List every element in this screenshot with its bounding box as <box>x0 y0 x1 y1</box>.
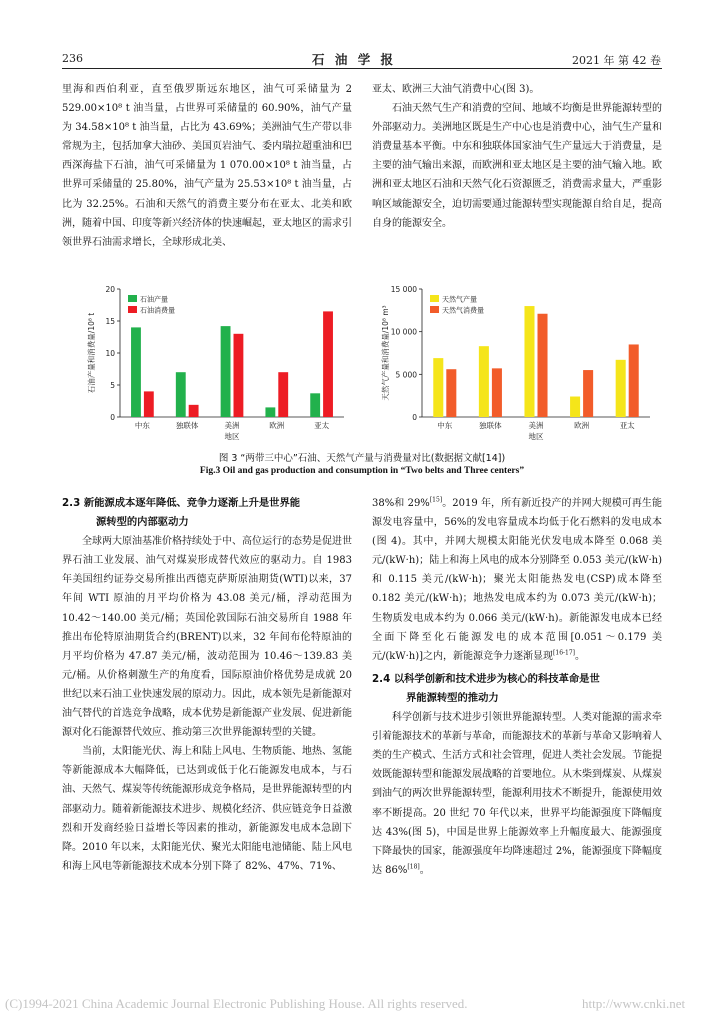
x-axis-label: 地区 <box>528 432 544 441</box>
bar <box>144 391 154 417</box>
bar <box>323 311 333 417</box>
gas-chart <box>380 285 650 441</box>
page-number: 236 <box>62 52 83 65</box>
legend-swatch <box>430 295 439 302</box>
bar <box>492 368 502 417</box>
section-2-3-title-line2: 源转型的内部驱动力 <box>96 516 189 529</box>
citation: [15] <box>429 496 443 504</box>
paragraph: 全球两大原油基准价格持续处于中、高位运行的态势是促进世界石油工业发展、油气对煤炭形成替代效应的驱动力。自 1983 年美国纽约证券交易所推出西德克萨斯原油期货(WTI)以来，37 年间 WTI 原油的月平均价格为 43.08 美元/桶，浮动范围为 10.42～140.00 美元/桶；英国伦敦国际石油交易所自 1988 年推出布伦特原油期货合约(BRENT)以来，32 年间布伦特原油的月平均价格为 47.87 美元/桶，波动范围为 10.46～139.83 美元/桶。从价格刺激生产的角度看，国际原油价格优势是成就 20 世纪以来石油工业快速发展的原动力。因此，成本领先是新能源对油气替代的首选竞争战略，成本优势是新能源产业发展、促进新能源对化石能源替代效应、推动第三次世界能源转型的关键。 <box>62 536 352 739</box>
legend-swatch <box>430 306 439 313</box>
bar <box>570 397 580 417</box>
bar <box>234 334 244 417</box>
bar <box>433 358 443 417</box>
text-run: 。 <box>575 650 586 662</box>
bar <box>524 306 534 417</box>
issue-info: 2021 年 第 42 卷 <box>572 54 661 67</box>
bar <box>616 360 626 417</box>
bar <box>189 405 199 417</box>
figure-3 <box>62 285 662 445</box>
header-rule <box>62 68 662 69</box>
y-tick-label: 20 <box>105 285 115 294</box>
paragraph <box>372 494 662 666</box>
section-2-4-heading <box>372 670 662 708</box>
bar <box>583 370 593 417</box>
paragraph: 石油天然气生产和消费的空间、地域不均衡是世界能源转型的外部驱动力。美洲地区既是生产中心也是消费中心，油气生产量和消费量基本平衡。中东和独联体国家油气生产量远大于消费量，是主要的油气输出来源，而欧洲和亚太地区是主要的油气输入地。欧洲和亚太地区石油和天然气化石资源匮乏，消费需求量大，严重影响区域能源安全，迫切需要通过能源转型实现能源自给自足，提高自身的能源安全。 <box>372 103 662 229</box>
bar <box>479 346 489 417</box>
bar <box>310 393 320 417</box>
section-2-3-heading <box>62 494 352 532</box>
x-tick-label: 亚太 <box>619 421 635 430</box>
bar <box>265 407 275 417</box>
bar <box>446 369 456 417</box>
figure-caption-en: Fig.3 Oil and gas production and consumption in “Two belts and Three centers” <box>199 466 525 476</box>
x-axis-label: 地区 <box>224 432 240 441</box>
y-tick-label: 5 <box>110 381 115 390</box>
y-tick-label: 15 <box>105 317 115 326</box>
text-run: 38%和 29% <box>372 498 430 509</box>
y-axis-label: 石油产量和消费量/10⁸ t <box>87 312 96 394</box>
legend-label: 石油消费量 <box>140 306 175 315</box>
y-axis-label: 天然气产量和消费量/10⁸ m³ <box>381 305 390 401</box>
x-tick-label: 独联体 <box>175 421 199 430</box>
citation: [18] <box>407 863 420 871</box>
paragraph: 里海和西伯利亚，直至俄罗斯远东地区，油气可采储量为 2 529.00×10⁸ t 油当量，占世界可采储量的 60.90%，油气产量为 34.58×10⁸ t 油当量，占比为 43.69%；美洲油气生产带以非常规为主，包括加拿大油砂、美国页岩油气、委内瑞拉超重油和巴西深海盐下石油，油气可采储量为 1 070.00×10⁸ t 油当量，占世界可采储量的 25.80%，油气产量为 25.53×10⁸ t 油当量，占比为 32.25%。石油和天然气的消费主要分布在亚太、北美和欧洲，随着中国、印度等新兴经济体的快速崛起，亚太地区的需求引领世界石油需求增长，全球形成北美、 <box>62 84 352 248</box>
legend-label: 天然气产量 <box>442 295 477 304</box>
journal-title: 石 油 学 报 <box>312 52 397 67</box>
x-tick-label: 亚太 <box>314 421 330 430</box>
footer-url[interactable]: http://www.cnki.net <box>582 996 686 1011</box>
right-column-bottom <box>372 494 662 880</box>
text-run: 。2019 年，所有新近投产的并网大规模可再生能源发电容量中，56%的发电容量成本均低于化石燃料的发电成本(图 4)。其中，并网大规模太阳能光伏发电成本降至 0.068 美元/(kW·h)；陆上和海上风电的成本分别降至 0.053 美元/(kW·h)和 0.115 美元/(kW·h)；聚光太阳能热发电(CSP)成本降至 0.182 美元/(kW·h)；地热发电成本约为 0.073 美元/(kW·h)；生物质发电成本约为 0.066 美元/(kW·h)。新能源发电成本已经全面下降至化石能源发电的成本范围[0.051～0.179 美元/(kW·h)]之内，新能源竞争力逐渐显现 <box>372 498 662 662</box>
left-column-top <box>62 80 352 252</box>
oil-chart <box>86 285 344 441</box>
text-run: 。 <box>419 864 430 876</box>
legend-swatch <box>128 295 137 302</box>
y-tick-label: 0 <box>412 413 417 422</box>
legend-label: 天然气消费量 <box>442 306 484 315</box>
legend-label: 石油产量 <box>140 295 168 304</box>
bar <box>131 327 141 417</box>
bar <box>221 326 231 417</box>
legend-swatch <box>128 306 137 313</box>
section-2-3-title-line1: 2.3 新能源成本逐年降低、竞争力逐渐上升是世界能 <box>62 497 301 509</box>
x-tick-label: 欧洲 <box>269 421 285 430</box>
section-2-4-title-line1: 2.4 以科学创新和技术进步为核心的科技革命是世 <box>372 672 600 685</box>
figure-caption-zh: 图 3 “两带三中心”石油、天然气产量与消费量对比(数据据文献[14]) <box>218 453 506 464</box>
left-column-bottom <box>62 494 352 876</box>
paragraph: 当前，太阳能光伏、海上和陆上风电、生物质能、地热、氢能等新能源成本大幅降低，已达到或低于化石能源发电成本，与石油、天然气、煤炭等传统能源形成竞争格局，是世界能源转型的内部驱动力。随着新能源技术进步、规模化经济、供应链竞争日益激烈和开发商经验日益增长等因素的推动，新能源发电成本急剧下降。2010 年以来，太阳能光伏、聚光太阳能电池储能、陆上风电和海上风电等新能源技术成本分别下降了 82%、47%、71%、 <box>62 746 352 872</box>
bar <box>278 372 288 417</box>
y-tick-label: 15 000 <box>390 285 417 294</box>
copyright-notice: (C)1994-2021 China Academic Journal Electronic Publishing House. All rights reserved. <box>5 996 468 1011</box>
citation: [16-17] <box>553 649 576 657</box>
x-tick-label: 美洲 <box>224 421 240 430</box>
x-tick-label: 中东 <box>134 421 150 430</box>
bar <box>538 314 548 417</box>
section-2-4-title-line2: 界能源转型的推动力 <box>406 691 499 704</box>
y-tick-label: 10 000 <box>390 327 417 337</box>
x-tick-label: 美洲 <box>528 421 544 430</box>
text-run: 科学创新与技术进步引领世界能源转型。人类对能源的需求牵引着能源技术的革新与革命，而能源技术的革新与革命又影响着人类的生产模式、生活方式和社会管理，促进人类社会发展。节能提效既能源转型和能源发展战略的首要地位。从木柴到煤炭、从煤炭到油气的两次世界能源转型，能源利用技术不断提升，能源使用效率不断提高。20 世纪 70 年代以来，世界平均能源强度下降幅度达 43%(图 5)，中国是世界上能源效率上升幅度最大、能源强度下降最快的国家，能源强度年均降速超过 2%，能源强度下降幅度达 86% <box>372 712 662 876</box>
y-tick-label: 5 000 <box>395 370 417 380</box>
x-tick-label: 中东 <box>437 421 453 430</box>
bar <box>176 372 186 417</box>
x-tick-label: 欧洲 <box>574 421 590 430</box>
x-tick-label: 独联体 <box>479 421 502 430</box>
bar <box>629 344 639 417</box>
paragraph <box>372 708 662 880</box>
y-tick-label: 0 <box>110 413 115 422</box>
paragraph: 亚太、欧洲三大油气消费中心(图 3)。 <box>372 84 540 95</box>
right-column-top <box>372 80 662 233</box>
y-tick-label: 10 <box>105 349 115 358</box>
